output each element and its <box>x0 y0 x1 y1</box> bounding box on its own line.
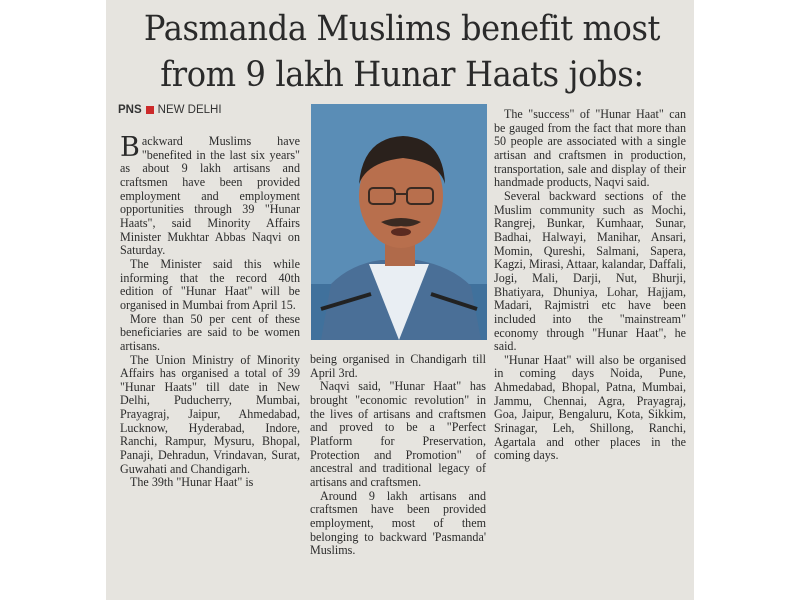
newspaper-clipping <box>106 0 694 600</box>
paragraph: The "success" of "Hunar Haat" can be gauged from the fact that more than 50 people are associated with a single artisan and craftsmen in production, transportation, sale and display of their handmade products, Naqvi said. <box>494 107 686 190</box>
paragraph: More than 50 per cent of these beneficiaries are said to be women artisans. <box>120 311 300 353</box>
byline-agency: PNS <box>118 104 142 116</box>
paragraph: The Union Ministry of Minority Affairs has organised a total of 39 "Hunar Haats" till date in New Delhi, Puducherry, Mumbai, Prayagraj, Jaipur, Ahmedabad, Lucknow, Hyderabad, Indore, Ranchi, Rampur, Mysuru, Bhopal, Panaji, Dehradun, Vrindavan, Surat, Guwahati and Chandigarh. <box>120 352 300 476</box>
drop-cap: B <box>120 132 140 163</box>
byline-location: NEW DELHI <box>157 104 222 116</box>
byline-marker-icon <box>146 106 154 114</box>
byline <box>118 104 222 116</box>
paragraph: The 39th "Hunar Haat" is <box>130 475 254 490</box>
paragraph: "Hunar Haat" will also be organised in coming days Noida, Pune, Ahmedabad, Bhopal, Patna, Mumbai, Jammu, Chennai, Agra, Prayagraj, Goa, Jaipur, Bengaluru, Kota, Sikkim, Srinagar, Leh, Shillong, Ranchi, Agartala and other places in the coming days. <box>494 352 686 463</box>
paragraph-text: ackward Muslims have "benefited in the last six years" as about 9 lakh artisans and craftsmen have been provided employment and employment opportunities through 39 "Hunar Haats", said Minority Affairs Minister Mukhtar Abbas Naqvi on Saturday. <box>120 134 300 258</box>
paragraph <box>120 132 300 258</box>
paragraph: Around 9 lakh artisans and craftsmen have been provided employment, most of them belonging to backward 'Pasmanda' Muslims. <box>310 488 486 558</box>
paragraph: being organised in Chandigarh till April 3rd. <box>310 352 486 380</box>
headline-line-2: from 9 lakh Hunar Haats jobs: <box>160 55 644 95</box>
portrait-photo-icon <box>311 104 487 340</box>
paragraph: The Minister said this while informing that the record 40th edition of "Hunar Haat" will be organised in Mumbai from April 15. <box>120 256 300 312</box>
headline-line-1: Pasmanda Muslims benefit most <box>143 9 661 49</box>
portrait-photo <box>311 104 487 340</box>
article-column-2 <box>310 353 486 558</box>
article-column-3 <box>494 108 686 463</box>
paragraph: Several backward sections of the Muslim community such as Mochi, Rangrej, Bunkar, Kumhaar, Sunar, Badhai, Halwayi, Manihar, Ansari, Momin, Qureshi, Salmani, Sapera, Kagzi, Mirasi, Attaar, kalandar, Daffali, Jogi, Mali, Darji, Nut, Bhurji, Bhatiyara, Dhuniya, Lohar, Hajjam, Madari, Rajmistri etc have been included into the "mainstream" economy through "Hunar Haat", he said. <box>494 188 686 354</box>
article-column-1 <box>120 132 300 490</box>
paragraph: Naqvi said, "Hunar Haat" has brought "economic revolution" in the lives of artisans and craftsmen and proved to be a "Perfect Platform for Preservation, Protection and Promotion" of ancestral and traditional legacy of artisans and craftsmen. <box>310 379 486 489</box>
